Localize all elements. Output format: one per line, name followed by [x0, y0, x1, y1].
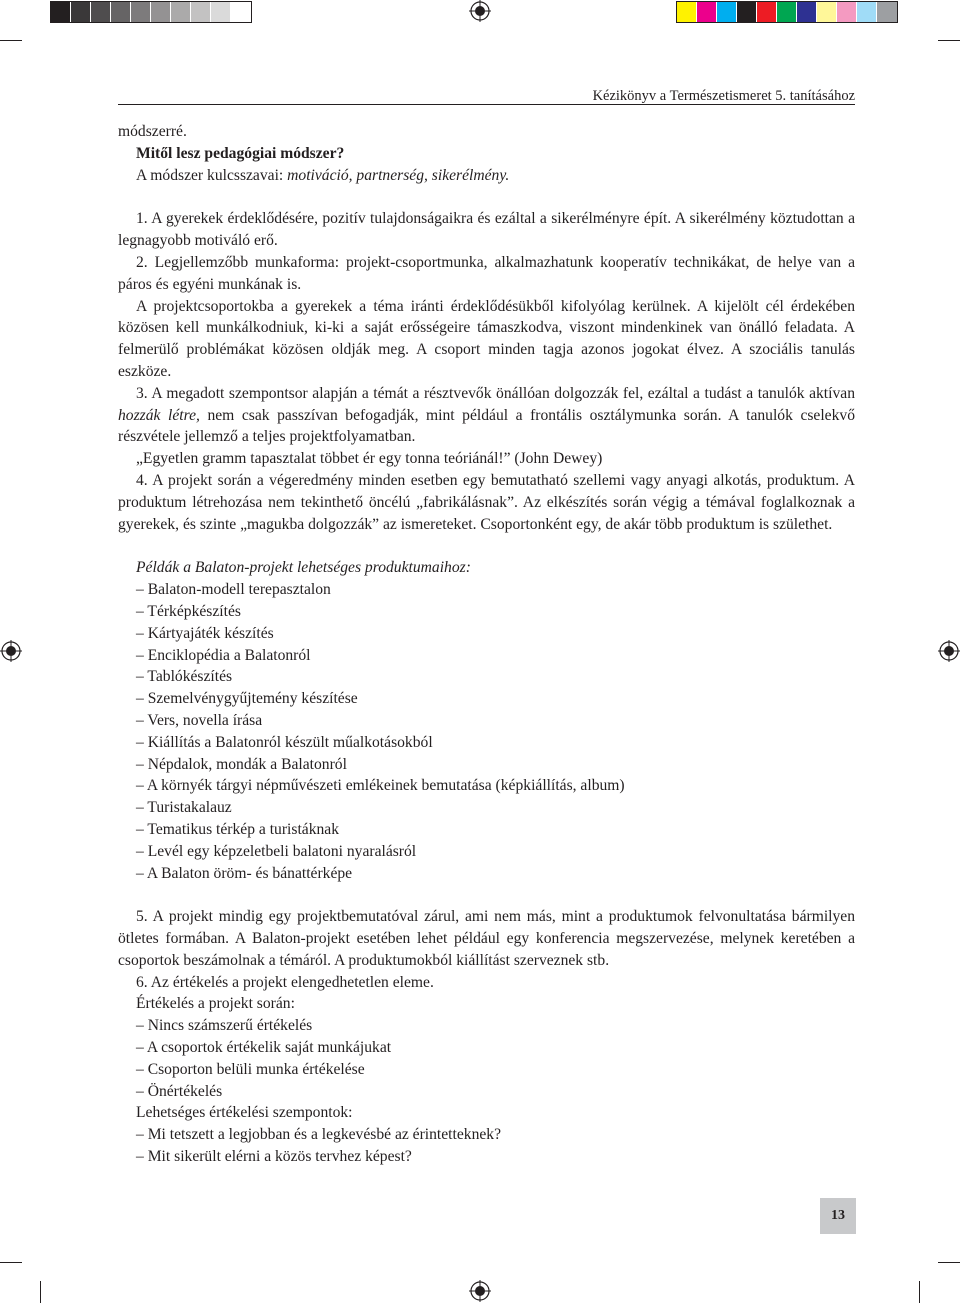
grayscale-calibration-strip [50, 1, 252, 23]
calibration-swatch [111, 2, 131, 22]
italic-run: hozzák létre, [118, 406, 200, 424]
registration-mark-icon [469, 1280, 491, 1302]
keywords-label: A módszer kulcsszavai: [136, 166, 288, 184]
paragraph: 2. Legjellemzőbb munkaforma: projekt-csoportmunka, alkalmazhatunk kooperatív technikákat, de helye van a páros és egyéni munkának is. [118, 253, 855, 293]
spacer [118, 535, 855, 557]
calibration-swatch [877, 2, 897, 22]
section-question [118, 143, 855, 165]
keywords-line [118, 165, 855, 187]
crop-mark [0, 40, 22, 41]
spacer [118, 884, 855, 906]
calibration-swatch [797, 2, 817, 22]
calibration-swatch [677, 2, 697, 22]
example-list-item: – Kiállítás a Balatonról készült műalkotásokból [136, 733, 433, 751]
criteria-list [118, 1124, 855, 1168]
calibration-swatch [717, 2, 737, 22]
spacer [118, 186, 855, 208]
calibration-swatch [757, 2, 777, 22]
paragraph: 6. Az értékelés a projekt elengedhetetlen eleme. [136, 973, 434, 991]
example-list-item: – Térképkészítés [136, 602, 241, 620]
calibration-swatch [131, 2, 151, 22]
example-list-item: – Szemelvénygyűjtemény készítése [136, 690, 358, 708]
text-line: módszerré. [118, 123, 187, 140]
paragraph [118, 383, 855, 448]
crop-mark [938, 40, 960, 41]
example-list-item: – Balaton-modell terepasztalon [136, 581, 331, 599]
paragraph: 1. A gyerekek érdeklődésére, pozitív tulajdonságaikra és ezáltal a sikerélményre épít. A sikerélmény köztudottan a legnagyobb motiváló erő. [118, 210, 855, 250]
example-list-item: – Enciklopédia a Balatonról [136, 646, 311, 664]
calibration-swatch [211, 2, 231, 22]
running-header: Kézikönyv a Természetismeret 5. tanításához [592, 88, 855, 104]
example-list-item: – Turistakalauz [136, 799, 232, 817]
keywords-list: motiváció, partnerség, sikerélmény. [287, 166, 510, 184]
color-calibration-strip [676, 1, 898, 23]
example-list-item: – A Balaton öröm- és bánattérképe [136, 864, 353, 882]
example-list-item: – Tablókészítés [136, 668, 233, 686]
example-list-item: – Tematikus térkép a turistáknak [136, 820, 340, 838]
text-run: 3. A megadott szempontsor alapján a témát a résztvevők önállóan dolgozzák fel, ezáltal a tudást a tanulók aktívan [136, 384, 855, 402]
crop-mark [40, 1281, 41, 1303]
header-rule [118, 104, 855, 105]
eval-list-item: – Nincs számszerű értékelés [136, 1017, 313, 1035]
example-list-item: – Vers, novella írása [136, 711, 263, 729]
example-list-item: – Levél egy képzeletbeli balatoni nyaralásról [136, 842, 417, 860]
calibration-swatch [171, 2, 191, 22]
crop-mark [938, 1262, 960, 1263]
bold-question: Mitől lesz pedagógiai módszer? [136, 144, 345, 162]
calibration-swatch [51, 2, 71, 22]
calibration-swatch [191, 2, 211, 22]
calibration-swatch [697, 2, 717, 22]
eval-list [118, 1015, 855, 1102]
registration-mark-icon [469, 0, 491, 22]
examples-title [118, 557, 855, 579]
eval-title: Értékelés a projekt során: [136, 995, 295, 1013]
calibration-swatch [737, 2, 757, 22]
examples-list [118, 579, 855, 884]
calibration-swatch [817, 2, 837, 22]
calibration-swatch [857, 2, 877, 22]
criteria-list-item: – Mit sikerült elérni a közös tervhez képest? [136, 1148, 412, 1166]
calibration-swatch [71, 2, 91, 22]
text-run: nem csak passzívan befogadják, mint például a frontális osztálymunka során. A tanulók cselekvő részvétele jellemző a teljes projektfolyamatban. [118, 406, 855, 446]
example-list-item: – A környék tárgyi népművészeti emlékeinek bemutatása (képkiállítás, album) [136, 777, 625, 795]
example-list-item: – Népdalok, mondák a Balatonról [136, 755, 347, 773]
eval-list-item: – Önértékelés [136, 1082, 223, 1100]
crop-mark [919, 1281, 920, 1303]
crop-mark [0, 1262, 22, 1263]
paragraph: 5. A projekt mindig egy projektbemutatóval zárul, ami nem más, mint a produktumok felvonultatása bármilyen ötletes formában. A Balaton-projekt esetében lehet például egy konferencia megszervezése, melynek keretében a csoportok beszámolnak a témáról. A produktumokból kiállítást szerveznek stb. [118, 908, 855, 969]
paragraph: 4. A projekt során a végeredmény minden esetben egy bemutatható szellemi vagy anyagi alkotás, produktum. A produktum létrehozása nem tekinthető öncélú „fabrikálásnak”. Az elkészítés során végig a témával foglalkoznak a gyerekek, és szinte „magukba dolgozzák” az ismereteket. Csoportonként egy, de akár több produktum is születhet. [118, 471, 855, 533]
page-number: 13 [820, 1198, 856, 1234]
calibration-swatch [837, 2, 857, 22]
criteria-title: Lehetséges értékelési szempontok: [136, 1104, 353, 1122]
example-list-item: – Kártyajáték készítés [136, 624, 274, 642]
calibration-swatch [91, 2, 111, 22]
calibration-swatch [777, 2, 797, 22]
quote: „Egyetlen gramm tapasztalat többet ér egy tonna teóriánál!” (John Dewey) [136, 450, 603, 468]
examples-title-text: Példák a Balaton-projekt lehetséges produktumaihoz: [136, 559, 471, 577]
criteria-list-item: – Mi tetszett a legjobban és a legkevésbé az érintetteknek? [136, 1126, 501, 1144]
registration-mark-icon [938, 640, 960, 662]
page-body [118, 121, 855, 1168]
paragraph: A projektcsoportokba a gyerekek a téma iránti érdeklődésükből kifolyólag kerülnek. A kijelölt cél érdekében közösen kell munkálkodniuk, ki-ki a saját erősségeire támaszkodva, viszont mindenkinek van önálló feladata. A felmerülő problémákat közösen oldják meg. A csoport minden tagja azonos jogokat élvez. A szociális tanulás eszköze. [118, 297, 855, 380]
calibration-swatch [151, 2, 171, 22]
eval-list-item: – A csoportok értékelik saját munkájukat [136, 1039, 392, 1057]
eval-list-item: – Csoporton belüli munka értékelése [136, 1060, 365, 1078]
calibration-swatch [231, 2, 251, 22]
registration-mark-icon [0, 640, 22, 662]
